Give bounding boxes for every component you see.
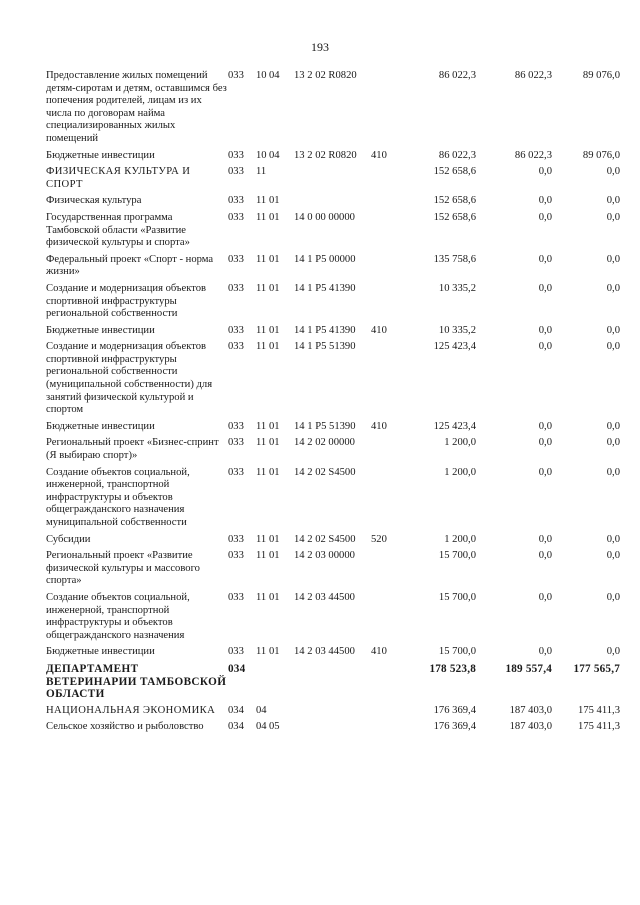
subsection-code: 01 (269, 466, 280, 478)
amount-year-3: 0,0 (606, 550, 620, 562)
target-article-code (294, 721, 371, 738)
amount-year-1: 15 700,0 (438, 550, 476, 562)
ministry-code: 034 (228, 704, 244, 716)
subsection-code: 01 (269, 420, 280, 432)
ministry-code: 033 (228, 533, 244, 545)
subsection-code: 01 (269, 195, 280, 207)
section-code: 11 (256, 253, 267, 265)
table-row (46, 534, 620, 551)
row-name: Создание объектов социальной, инженерной, транспортной инфраструктуры и объектов общегражданского назначения муниципальной собственности (46, 466, 190, 528)
amount-year-3: 177 565,7 (573, 662, 620, 675)
amount-year-1: 10 335,2 (438, 282, 476, 294)
amount-year-3: 0,0 (606, 282, 620, 294)
target-article-code: 13 2 02 R0820 (294, 149, 357, 161)
amount-year-2: 187 403,0 (509, 704, 552, 716)
section-code: 04 (256, 704, 267, 716)
amount-year-1: 1 200,0 (444, 533, 476, 545)
amount-year-2: 0,0 (538, 591, 552, 603)
amount-year-2: 0,0 (538, 420, 552, 432)
amount-year-2: 0,0 (538, 646, 552, 658)
expense-type-code (371, 341, 403, 421)
amount-year-1: 10 335,2 (438, 324, 476, 336)
ministry-code: 033 (228, 195, 244, 207)
subsection-code (269, 663, 294, 705)
amount-year-1: 86 022,3 (438, 70, 476, 81)
amount-year-1: 15 700,0 (438, 591, 476, 603)
table-row (46, 592, 620, 646)
expense-type-code (371, 195, 403, 212)
subsection-code: 01 (269, 282, 280, 294)
ministry-code: 033 (228, 149, 244, 161)
amount-year-2: 86 022,3 (514, 70, 552, 81)
table-row (46, 663, 620, 705)
ministry-code: 034 (228, 721, 244, 733)
table-row (46, 550, 620, 592)
amount-year-1: 152 658,6 (433, 195, 476, 207)
table-row (46, 325, 620, 342)
amount-year-3: 0,0 (606, 324, 620, 336)
table-row (46, 166, 620, 195)
row-name: Предоставление жилых помещений детям-сиротам и детям, оставшимся без попечения родителей, лицам из их числа по договорам найма специализированных жилых помещений (46, 70, 227, 144)
target-article-code (294, 195, 371, 212)
target-article-code: 13 2 02 R0820 (294, 70, 357, 81)
row-name: Бюджетные инвестиции (46, 646, 155, 658)
subsection-code: 01 (269, 646, 280, 658)
expense-type-code (371, 550, 403, 592)
target-article-code: 14 2 03 00000 (294, 550, 355, 562)
section-code: 11 (256, 195, 267, 207)
target-article-code (294, 663, 371, 705)
section-code: 11 (256, 282, 267, 294)
amount-year-2: 0,0 (538, 253, 552, 265)
section-code: 11 (256, 166, 267, 178)
amount-year-3: 175 411,3 (578, 704, 620, 716)
amount-year-2: 0,0 (538, 211, 552, 223)
table-row (46, 437, 620, 466)
ministry-code: 034 (228, 662, 246, 675)
amount-year-3: 175 411,3 (578, 721, 620, 733)
subsection-code: 04 (269, 70, 280, 81)
subsection-code: 01 (269, 533, 280, 545)
table-row (46, 212, 620, 254)
amount-year-1: 125 423,4 (433, 420, 476, 432)
expense-type-code: 520 (371, 533, 387, 545)
expense-type-code (371, 283, 403, 325)
amount-year-1: 152 658,6 (433, 211, 476, 223)
row-name: Государственная программа Тамбовской области «Развитие физической культуры и спорта» (46, 211, 190, 249)
table-row (46, 646, 620, 663)
ministry-code: 033 (228, 70, 244, 81)
row-name: ДЕПАРТАМЕНТ ВЕТЕРИНАРИИ ТАМБОВСКОЙ ОБЛАСТИ (46, 662, 227, 701)
amount-year-2: 0,0 (538, 550, 552, 562)
row-name: НАЦИОНАЛЬНАЯ ЭКОНОМИКА (46, 704, 216, 716)
expense-type-code (371, 437, 403, 466)
expense-type-code (371, 70, 403, 150)
table-row (46, 150, 620, 167)
amount-year-2: 0,0 (538, 166, 552, 178)
amount-year-2: 0,0 (538, 341, 552, 353)
amount-year-2: 0,0 (538, 533, 552, 545)
ministry-code: 033 (228, 282, 244, 294)
subsection-code: 01 (269, 591, 280, 603)
amount-year-1: 125 423,4 (433, 341, 476, 353)
ministry-code: 033 (228, 211, 244, 223)
subsection-code: 01 (269, 211, 280, 223)
ministry-code: 033 (228, 591, 244, 603)
expense-type-code (371, 166, 403, 195)
row-name: Создание объектов социальной, инженерной, транспортной инфраструктуры и объектов общегражданского назначения (46, 591, 190, 641)
subsection-code (269, 166, 294, 195)
row-name: Региональный проект «Бизнес-спринт (Я выбираю спорт)» (46, 437, 219, 462)
amount-year-2: 189 557,4 (505, 662, 552, 675)
section-code: 04 (256, 721, 267, 733)
section-code: 11 (256, 437, 267, 449)
budget-table (46, 70, 620, 738)
row-name: Физическая культура (46, 195, 142, 207)
table-row (46, 283, 620, 325)
amount-year-1: 152 658,6 (433, 166, 476, 178)
ministry-code: 033 (228, 420, 244, 432)
amount-year-3: 0,0 (606, 420, 620, 432)
ministry-code: 033 (228, 646, 244, 658)
subsection-code: 05 (269, 721, 280, 733)
amount-year-1: 176 369,4 (433, 721, 476, 733)
section-code: 11 (256, 646, 267, 658)
ministry-code: 033 (228, 253, 244, 265)
budget-table-body (46, 70, 620, 738)
target-article-code: 14 1 P5 51390 (294, 341, 356, 353)
amount-year-3: 0,0 (606, 341, 620, 353)
expense-type-code (371, 254, 403, 283)
section-code: 11 (256, 550, 267, 562)
table-row (46, 421, 620, 438)
amount-year-3: 0,0 (606, 646, 620, 658)
page-number: 193 (311, 40, 329, 54)
target-article-code (294, 705, 371, 722)
target-article-code: 14 0 00 00000 (294, 211, 355, 223)
amount-year-3: 0,0 (606, 466, 620, 478)
table-row (46, 705, 620, 722)
amount-year-3: 0,0 (606, 166, 620, 178)
target-article-code: 14 1 P5 41390 (294, 282, 356, 294)
table-row (46, 721, 620, 738)
amount-year-3: 0,0 (606, 591, 620, 603)
amount-year-2: 187 403,0 (509, 721, 552, 733)
section-code: 10 (256, 149, 267, 161)
expense-type-code (371, 663, 403, 705)
amount-year-3: 0,0 (606, 533, 620, 545)
subsection-code: 01 (269, 341, 280, 353)
table-row (46, 254, 620, 283)
amount-year-3: 0,0 (606, 437, 620, 449)
expense-type-code (371, 721, 403, 738)
ministry-code: 033 (228, 437, 244, 449)
expense-type-code (371, 705, 403, 722)
table-row (46, 467, 620, 534)
section-code: 11 (256, 591, 267, 603)
row-name: Создание и модернизация объектов спортивной инфраструктуры региональной собственности (муниципальной собственности) для занятий физической культурой и спортом (46, 341, 213, 416)
amount-year-3: 89 076,0 (582, 70, 620, 81)
expense-type-code: 410 (371, 646, 387, 658)
section-code: 11 (256, 341, 267, 353)
target-article-code: 14 2 03 44500 (294, 646, 355, 658)
ministry-code: 033 (228, 166, 244, 178)
subsection-code: 01 (269, 550, 280, 562)
expense-type-code: 410 (371, 324, 387, 336)
expense-type-code: 410 (371, 420, 387, 432)
row-name: Бюджетные инвестиции (46, 420, 155, 432)
section-code: 10 (256, 70, 267, 81)
section-code: 11 (256, 211, 267, 223)
amount-year-3: 89 076,0 (582, 149, 620, 161)
expense-type-code (371, 212, 403, 254)
amount-year-2: 0,0 (538, 437, 552, 449)
subsection-code: 01 (269, 437, 280, 449)
target-article-code (294, 166, 371, 195)
subsection-code: 01 (269, 324, 280, 336)
amount-year-2: 0,0 (538, 282, 552, 294)
amount-year-2: 86 022,3 (514, 149, 552, 161)
amount-year-3: 0,0 (606, 211, 620, 223)
table-row (46, 341, 620, 421)
section-code (256, 663, 269, 705)
target-article-code: 14 1 P5 00000 (294, 253, 356, 265)
amount-year-2: 0,0 (538, 324, 552, 336)
subsection-code: 04 (269, 149, 280, 161)
row-name: Сельское хозяйство и рыболовство (46, 721, 204, 733)
ministry-code: 033 (228, 324, 244, 336)
target-article-code: 14 2 02 00000 (294, 437, 355, 449)
amount-year-1: 86 022,3 (438, 149, 476, 161)
section-code: 11 (256, 533, 267, 545)
target-article-code: 14 2 03 44500 (294, 591, 355, 603)
amount-year-1: 176 369,4 (433, 704, 476, 716)
expense-type-code (371, 592, 403, 646)
target-article-code: 14 1 P5 41390 (294, 324, 356, 336)
subsection-code: 01 (269, 253, 280, 265)
section-code: 11 (256, 466, 267, 478)
row-name: ФИЗИЧЕСКАЯ КУЛЬТУРА И СПОРТ (46, 166, 191, 190)
ministry-code: 033 (228, 341, 244, 353)
ministry-code: 033 (228, 466, 244, 478)
subsection-code (269, 705, 294, 722)
table-row (46, 195, 620, 212)
amount-year-1: 15 700,0 (438, 646, 476, 658)
row-name: Создание и модернизация объектов спортивной инфраструктуры региональной собственности (46, 282, 207, 320)
section-code: 11 (256, 420, 267, 432)
target-article-code: 14 2 02 S4500 (294, 466, 356, 478)
section-code: 11 (256, 324, 267, 336)
row-name: Бюджетные инвестиции (46, 324, 155, 336)
amount-year-1: 135 758,6 (433, 253, 476, 265)
amount-year-1: 178 523,8 (429, 662, 476, 675)
expense-type-code: 410 (371, 149, 387, 161)
row-name: Региональный проект «Развитие физической культуры и массового спорта» (46, 550, 200, 587)
target-article-code: 14 1 P5 51390 (294, 420, 356, 432)
amount-year-1: 1 200,0 (444, 437, 476, 449)
table-row (46, 70, 620, 150)
amount-year-2: 0,0 (538, 466, 552, 478)
expense-type-code (371, 467, 403, 534)
row-name: Субсидии (46, 533, 91, 545)
amount-year-1: 1 200,0 (444, 466, 476, 478)
amount-year-2: 0,0 (538, 195, 552, 207)
amount-year-3: 0,0 (606, 253, 620, 265)
target-article-code: 14 2 02 S4500 (294, 533, 356, 545)
row-name: Бюджетные инвестиции (46, 149, 155, 161)
amount-year-3: 0,0 (606, 195, 620, 207)
ministry-code: 033 (228, 550, 244, 562)
row-name: Федеральный проект «Спорт - норма жизни» (46, 253, 214, 278)
